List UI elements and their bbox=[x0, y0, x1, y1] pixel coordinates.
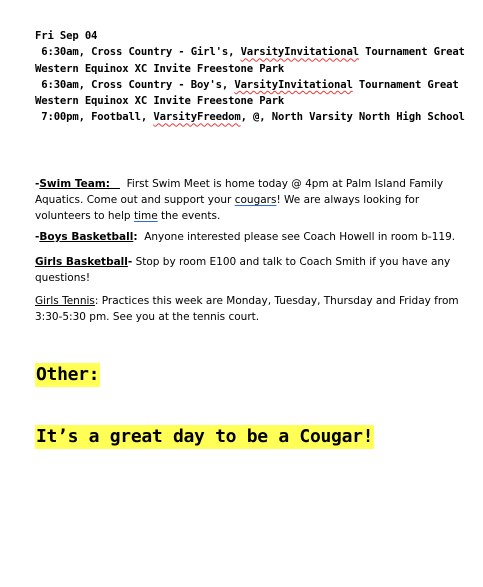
boys-basketball-label: Boys Basketball bbox=[39, 231, 134, 243]
girls-basketball-paragraph bbox=[35, 254, 475, 286]
boys-bb-text: Anyone interested please see Coach Howell in room b-119. bbox=[144, 231, 456, 243]
girls-bb-text: Stop by room E100 and talk to Coach Smith if you have any questions! bbox=[35, 256, 451, 284]
event-2-line-2: Western Equinox XC Invite Freestone Park bbox=[35, 95, 285, 108]
event-2-level: VarsityInvitational bbox=[234, 78, 353, 91]
event-1-desc: Tournament Great bbox=[365, 46, 465, 59]
schedule-date: Fri Sep 04 bbox=[35, 30, 98, 42]
event-1-level: VarsityInvitational bbox=[240, 46, 359, 59]
other-heading: Other: bbox=[36, 364, 100, 385]
swim-word-cougars: cougars bbox=[234, 194, 277, 206]
event-2-time: 6:30am bbox=[41, 78, 79, 91]
girls-tennis-text: : Practices this week are Monday, Tuesday, Thursday and Friday from 3:30-5:30 pm. See you at the tennis court. bbox=[35, 295, 459, 323]
swim-text-a: First Swim Meet is home today @ 4pm at Palm Island Family Aquatics. Come out and support your bbox=[35, 178, 444, 206]
event-1-sport: Cross Country - Girl's bbox=[91, 46, 229, 59]
event-3-sport: Football bbox=[91, 111, 141, 124]
event-3-time: 7:00pm bbox=[41, 111, 79, 124]
schedule-block bbox=[35, 28, 475, 126]
girls-tennis-paragraph bbox=[35, 293, 475, 325]
event-1-line-2: Western Equinox XC Invite Freestone Park bbox=[35, 62, 285, 75]
event-1-line-1: 6:30am, Cross Country - Girl's, VarsityInvitational Tournament Great bbox=[41, 46, 465, 59]
girls-bb-dash: - bbox=[127, 256, 133, 268]
girls-basketball-label: Girls Basketball bbox=[35, 256, 128, 268]
event-2-line-1: 6:30am, Cross Country - Boy's, VarsityInvitational Tournament Great bbox=[41, 78, 459, 91]
boys-bb-prefix: - bbox=[35, 231, 40, 243]
girls-tennis-label: Girls Tennis bbox=[35, 295, 95, 307]
swim-text-c: the events. bbox=[157, 210, 221, 222]
closing-slogan: It’s a great day to be a Cougar! bbox=[36, 426, 374, 447]
boys-basketball-paragraph bbox=[35, 229, 475, 245]
swim-label-space bbox=[110, 178, 120, 190]
event-2-sport: Cross Country - Boy's bbox=[91, 78, 222, 91]
event-3-desc: , @, North Varsity North High School bbox=[240, 111, 465, 124]
swim-prefix: - bbox=[35, 178, 40, 190]
event-2-desc: Tournament Great bbox=[358, 78, 459, 91]
event-3-level: VarsityFreedom bbox=[153, 111, 241, 124]
swim-team-label: Swim Team: bbox=[39, 178, 110, 190]
boys-bb-colon: : bbox=[133, 231, 138, 243]
swim-text-b: ! We are always looking for volunteers to help bbox=[35, 194, 420, 222]
swim-word-time: time bbox=[133, 210, 158, 222]
event-1-time: 6:30am bbox=[41, 46, 79, 59]
swim-team-paragraph bbox=[35, 176, 475, 224]
event-3-line-1: 7:00pm, Football, VarsityFreedom, @, North Varsity North High School bbox=[41, 111, 465, 124]
